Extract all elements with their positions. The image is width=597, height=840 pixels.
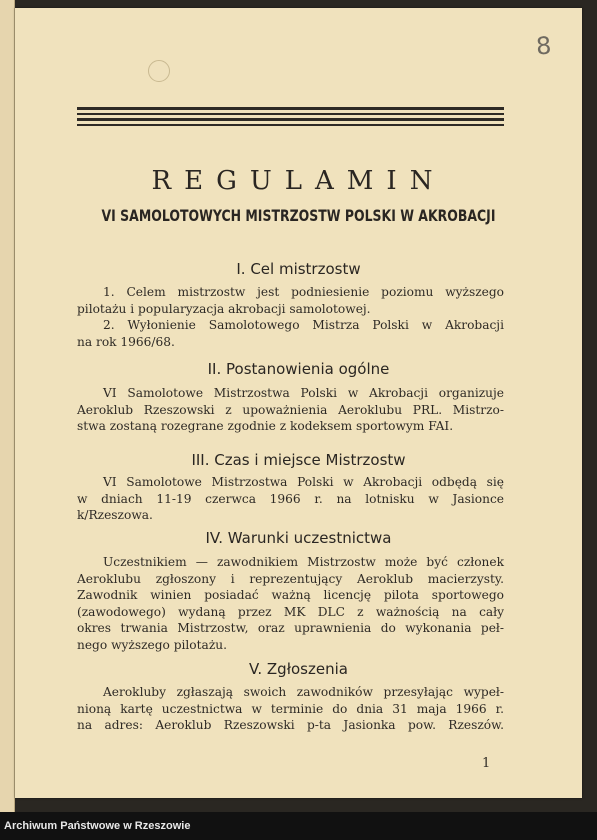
archive-footer-bar (0, 812, 597, 840)
document-title: REGULAMIN (151, 166, 446, 196)
section-heading-4: IV. Warunki uczestnictwa (205, 529, 392, 547)
section-1-paragraph-2 (77, 317, 504, 350)
text-line: Aerokluby zgłaszają swoich zawodników przesyłając wypeł- (103, 685, 504, 699)
text-line: Uczestnikiem — zawodnikiem Mistrzostw może być członek (103, 555, 504, 569)
text-line: VI Samolotowe Mistrzostwa Polski w Akrobacji organizuje (103, 386, 504, 400)
decorative-rules (77, 107, 504, 129)
text-line: VI Samolotowe Mistrzostwa Polski w Akrobacji odbędą się (103, 475, 504, 489)
section-2-paragraph-1 (77, 385, 504, 435)
section-5-paragraph-1 (77, 684, 504, 734)
section-heading-1: I. Cel mistrzostw (236, 260, 361, 278)
text-line: pilotażu i popularyzacja akrobacji samolotowej. (77, 301, 371, 316)
text-line: w dniach 11-19 czerwca 1966 r. na lotnisku w Jasionce (77, 491, 504, 506)
section-heading-3: III. Czas i miejsce Mistrzostw (191, 451, 406, 469)
text-line: (zawodowego) wydaną przez MK DLC z ważnością na cały (77, 604, 504, 619)
text-line: 1. Celem mistrzostw jest podniesienie poziomu wyższego (103, 285, 504, 299)
handwritten-folio-number: 8 (535, 31, 553, 61)
document-page (15, 8, 582, 798)
section-1-paragraph-1 (77, 284, 504, 317)
text-line: na adres: Aeroklub Rzeszowski p-ta Jasionka pow. Rzeszów. (77, 718, 504, 732)
text-line: 2. Wyłonienie Samolotowego Mistrza Polski w Akrobacji (103, 318, 504, 332)
text-line: okres trwania Mistrzostw, oraz uprawnienia do wykonania peł- (77, 621, 504, 635)
text-line: nego wyższego pilotażu. (77, 637, 227, 652)
text-line: nioną kartę uczestnictwa w terminie do dnia 31 maja 1966 r. (77, 701, 504, 716)
section-heading-5: V. Zgłoszenia (249, 660, 348, 678)
section-3-paragraph-1 (77, 474, 504, 524)
text-line: Zawodnik winien posiadać ważną licencję pilota sportowego (77, 588, 504, 602)
text-line: na rok 1966/68. (77, 334, 175, 349)
section-heading-2: II. Postanowienia ogólne (207, 360, 390, 378)
text-line: stwa zostaną rozegrane zgodnie z kodeksem sportowym FAI. (77, 419, 454, 433)
punch-hole-mark (148, 60, 170, 82)
text-line: Aeroklubu zgłoszony i reprezentujący Aeroklub macierzysty. (77, 571, 504, 586)
page-number: 1 (482, 756, 491, 771)
archive-name-label: Archiwum Państwowe w Rzeszowie (4, 820, 191, 832)
previous-page-edge (0, 0, 15, 812)
document-subtitle: VI SAMOLOTOWYCH MISTRZOSTW POLSKI W AKROBACJI (101, 206, 496, 225)
text-line: Aeroklub Rzeszowski z upoważnienia Aeroklubu PRL. Mistrzo- (77, 402, 504, 417)
text-line: k/Rzeszowa. (77, 508, 153, 522)
section-4-paragraph-1 (77, 554, 504, 653)
